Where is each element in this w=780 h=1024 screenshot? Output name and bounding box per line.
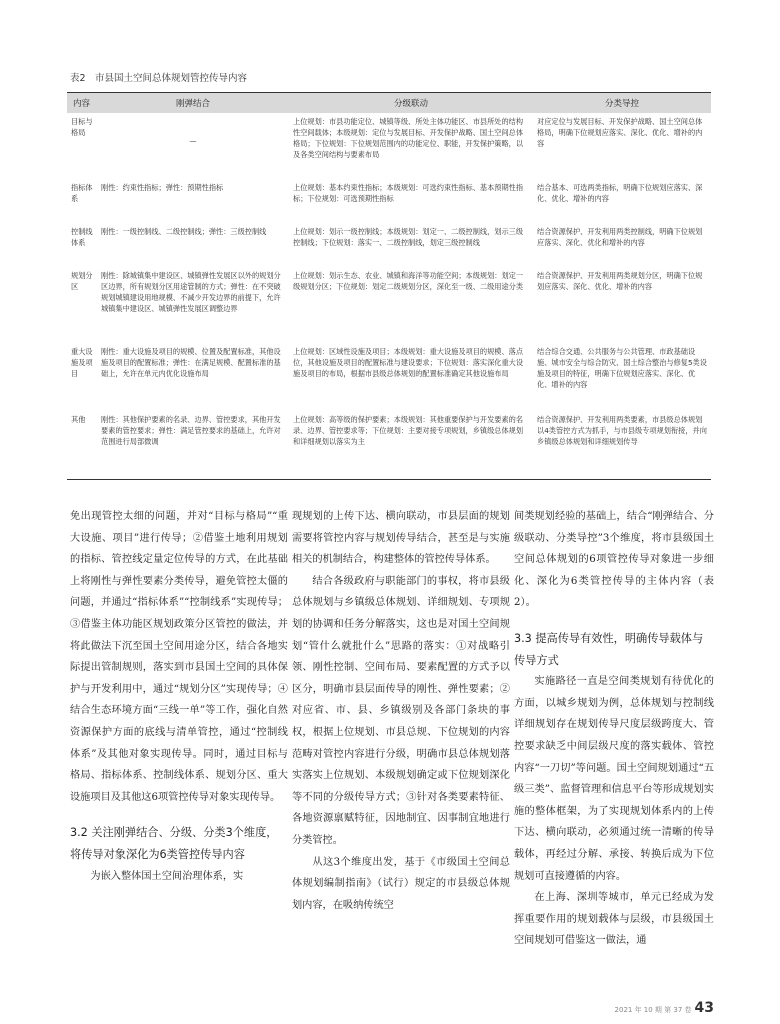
cell-content: 目标与格局 (71, 117, 93, 137)
page-number: 43 (694, 1000, 714, 1016)
cell-content: 指标体系 (71, 183, 93, 203)
cell-rigid: 刚性：除城镇集中建设区、城镇弹性发展区以外的规划分区边界，所有规划分区用途管制的方式；弹性：在不突破规划城镇建设用地规模、不减少开发边界的前提下，允许城镇集中建设区、城镇弹性发展区调整边界 (101, 271, 281, 313)
issue-info: 2021 年 10 期 第 37 卷 (614, 1006, 692, 1014)
body-column-left (70, 506, 288, 976)
cell-category: 结合资源保护、开发利用两类规划分区，明确下位规划应落实、深化、优化、增补的内容 (537, 271, 703, 291)
table-caption: 表2 市县国土空间总体规划管控传导内容 (70, 73, 248, 84)
cell-category: 结合资源保护、开发利用两类要素，市县级总体规划以4类管控方式为抓手，与市县级专项规划衔接，并向乡镇级总体规划和详细规划传导 (537, 415, 707, 446)
cell-content: 其他 (71, 415, 86, 424)
paragraph: 实施路径一直是空间类规划有待优化的方面，以城乡规划为例，总体规划与控制线详细规划存在规划传导尺度层级跨度大、管控要求缺乏中间层级尺度的落实载体、管控内容“一刀切”等问题。国土空间规划通过“五级三类”、监督管理和信息平台等形成规划实施的整体框架，为了实现规划体系内的上传下达、横向联动，必须通过统一清晰的传导载体，再经过分解、承接、转换后成为下位规划可直接遵循的内容。 (514, 676, 714, 882)
cell-category: 结合资源保护、开发利用两类控制线，明确下位规划应落实、深化、优化和增补的内容 (537, 227, 703, 247)
cell-tiered: 上位规划：市县功能定位、城镇等级、所处主体功能区、市县所处的结构性空间载体；本级规划：定位与发展目标、开发保护战略、国土空间总体格局；下位规划：下位规划范围内的功能定位、职能，开发保护策略，以及各类空间结构与要素布局 (293, 117, 524, 159)
header-rigid-flexible: 刚弹结合 (97, 93, 289, 113)
table-row (67, 411, 711, 471)
paragraph: 结合各级政府与职能部门的事权，将市县级总体规划与乡镇级总体规划、详细规划、专项规划的协调和任务分解落实，这也是对国土空间规划“管什么就批什么”思路的落实：①对战略引领、刚性控制、空间布局、要素配置的方式予以区分，明确市县层面传导的刚性、弹性要素；②对应省、市、县、乡镇级别及各部门条块的事权，根据上位规划、市县总规、下位规划的内容范畴对管控内容进行分级，明确市县总体规划落实落实上位规划、本级规划确定或下位规划深化等不同的分级传导方式；③针对各类要素特征、各地资源禀赋特征，因地制宜、因事制宜地进行分类管控。 (292, 575, 510, 846)
table-row (67, 113, 711, 179)
cell-content: 规划分区 (71, 271, 93, 291)
cell-tiered: 上位规划：划示一级控制线；本级规划：划定一、二级控制线，划示三级控制线；下位规划：落实一、二级控制线，划定三级控制线 (293, 227, 524, 247)
header-tiered-linkage: 分级联动 (289, 93, 533, 113)
header-category-guidance: 分类导控 (533, 93, 711, 113)
section-heading-3-2: 3.2 关注刚弹结合、分级、分类3个维度，将传导对象深化为6类管控传导内容 (70, 826, 278, 861)
cell-category: 结合基本、可选两类指标，明确下位规划应落实、深化、优化、增补的内容 (537, 183, 703, 203)
cell-category: 对应定位与发展目标、开发保护战略、国土空间总体格局，明确下位规划应落实、深化、优化、增补的内容 (537, 117, 703, 148)
data-table (67, 92, 711, 480)
cell-tiered: 上位规划：划示生态、农业、城镇和海洋等功能空间；本级规划：划定一级规划分区；下位规划：划定二级规划分区，深化至一级、二级用途分类 (293, 271, 524, 291)
cell-content: 重大设施及项目 (71, 347, 93, 378)
body-column-middle (292, 506, 510, 976)
table-row (67, 267, 711, 343)
body-column-right (514, 506, 714, 976)
paragraph: 从这3个维度出发，基于《市级国土空间总体规划编制指南》（试行）规定的市县级总体规划内容，在吸纳传统空 (292, 856, 510, 911)
paragraph: 现规划的上传下达、横向联动，市县层面的规划需要将管控内容与规划传导结合，甚至是与实施相关的机制结合，构建整体的管控传导体系。 (292, 511, 510, 566)
paragraph: 为嵌入整体国土空间治理体系，实 (90, 870, 244, 882)
section-heading-3-3: 3.3 提高传导有效性，明确传导载体与传导方式 (514, 631, 704, 667)
cell-category: 结合综合交通、公共服务与公共管理、市政基础设施、城市安全与综合防灾、国土综合整治与修复5类设施及项目的特征，明确下位规划应落实、深化、优化、增补的内容 (537, 347, 707, 389)
cell-tiered: 上位规划：区域性设施及项目；本级规划：重大设施及项目的规模、落点位，其他设施及项目的配置标准与建设要求；下位规划：落实深化重大设施及项目的布局，根据市县级总体规划的配置标准确定其他设施布局 (293, 347, 524, 378)
cell-tiered: 上位规划：基本约束性指标；本级规划：可选约束性指标、基本预期性指标；下位规划：可选预期性指标 (293, 183, 524, 203)
table-header-row (67, 93, 711, 113)
cell-tiered: 上位规划：高等级的保护要素；本级规划：其他重要保护与开发要素的名录、边界、管控要求等；下位规划：主要对接专项规划，乡镇级总体规划和详细规划以落实为主 (293, 415, 524, 446)
header-content: 内容 (67, 93, 97, 113)
table-row (67, 343, 711, 411)
cell-rigid: — (189, 136, 197, 145)
paragraph: 间类规划经验的基础上，结合“刚弹结合、分级联动、分类导控”3个维度，将市县级国土空间总体规划的6项管控传导对象进一步细化、深化为6类管控传导的主体内容（表2）。 (514, 511, 714, 609)
page-footer (590, 1000, 714, 1016)
cell-rigid: 刚性：一级控制线、二级控制线；弹性：三级控制线 (101, 227, 267, 236)
cell-rigid: 刚性：其他保护要素的名录、边界、管控要求，其他开发要素的管控要求；弹性：满足管控要求的基础上，允许对范围进行局部微调 (101, 415, 281, 446)
cell-content: 控制线体系 (71, 227, 93, 247)
cell-rigid: 刚性：重大设施及项目的规模、位置及配置标准，其他设施及项目的配置标准；弹性：在满足规模、配置标准的基础上，允许在单元内优化设施布局 (101, 347, 281, 378)
table-row (67, 223, 711, 267)
paragraph: 在上海、深圳等城市，单元已经成为发挥重要作用的规划载体与层级，市县级国土空间规划可借鉴这一做法，通 (514, 892, 714, 947)
cell-rigid: 刚性：约束性指标；弹性：预期性指标 (101, 183, 224, 192)
table-row (67, 179, 711, 223)
paragraph: 免出现管控太细的问题，并对“目标与格局”“重大设施、项目”进行传导；②借鉴土地利用规划的指标、管控线定量定位传导的方式，在此基础上将刚性与弹性要素分类传导，避免管控太僵的问题，并通过“指标体系”“控制线系”实现传导；③借鉴主体功能区规划政策分区管控的做法，并将此做法下沉至国土空间用途分区，结合各地实际提出管制规则，落实到市县国土空间的具体保护与开发利用中，通过“规划分区”实现传导；④结合生态环境方面“三线一单”等工作，强化自然资源保护方面的底线与清单管控，通过“控制线体系”及其他对象实现传导。同时，通过目标与格局、指标体系、控制线体系、规划分区、重大设施项目及其他这6项管控传导对象实现传导。 (70, 511, 288, 803)
